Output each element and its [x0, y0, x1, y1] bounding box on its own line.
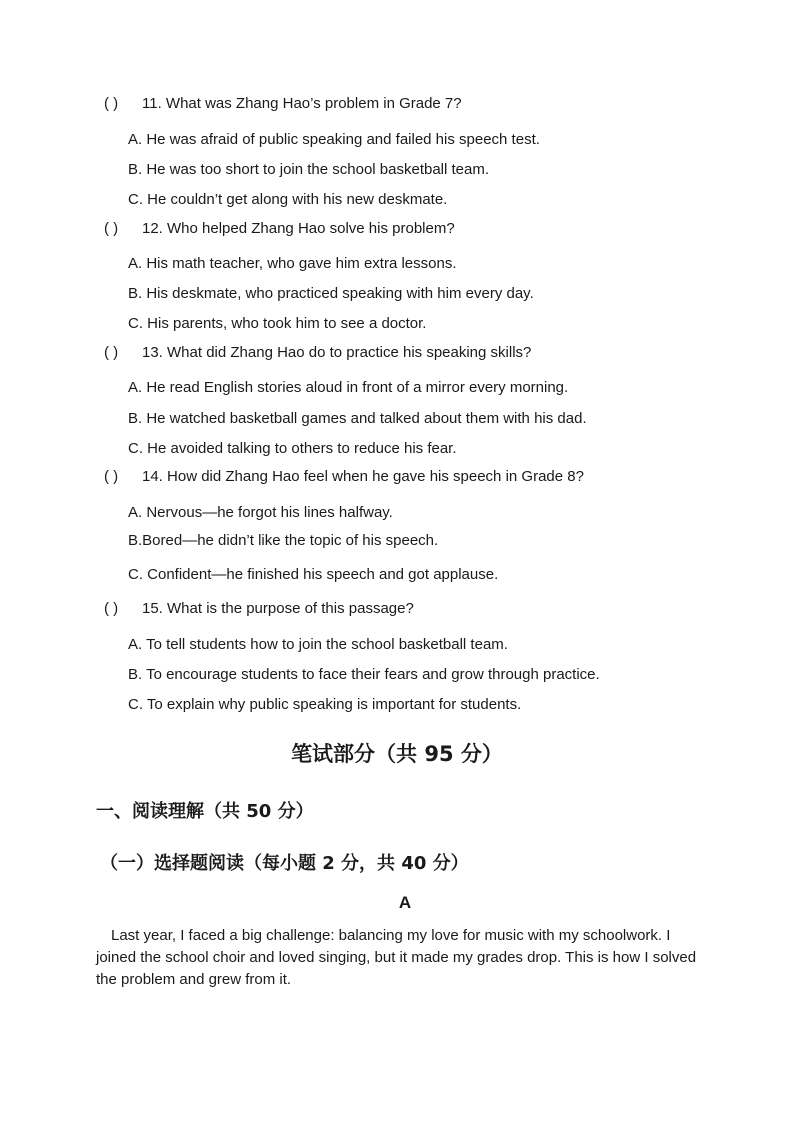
answer-blank[interactable]: ( ) [104, 344, 119, 361]
part-heading: 一、阅读理解（共 50 分） [96, 801, 314, 822]
option-13c: C. He avoided talking to others to reduce his fear. [128, 440, 457, 457]
answer-blank[interactable]: ( ) [104, 600, 119, 617]
option-15c: C. To explain why public speaking is important for students. [128, 696, 522, 713]
question-text: 13. What did Zhang Hao do to practice his speaking skills? [142, 344, 532, 361]
answer-blank[interactable]: ( ) [104, 95, 119, 112]
passage-body [96, 925, 706, 991]
option-14a: A. Nervous—he forgot his lines halfway. [128, 504, 393, 521]
option-15a: A. To tell students how to join the school basketball team. [128, 636, 508, 653]
question-14 [104, 468, 584, 485]
option-12c: C. His parents, who took him to see a doctor. [128, 315, 427, 332]
answer-blank[interactable]: ( ) [104, 220, 119, 237]
option-11b: B. He was too short to join the school basketball team. [128, 161, 490, 178]
option-13b: B. He watched basketball games and talked about them with his dad. [128, 410, 587, 427]
option-11a: A. He was afraid of public speaking and failed his speech test. [128, 131, 540, 148]
sub-heading: （一）选择题阅读（每小题 2 分，共 40 分） [100, 853, 469, 874]
option-14b: B.Bored—he didn’t like the topic of his speech. [128, 532, 439, 549]
question-11 [104, 95, 462, 112]
section-title: 笔试部分（共 95 分） [291, 742, 503, 766]
question-text: 11. What was Zhang Hao’s problem in Grade 7? [142, 95, 462, 112]
question-15 [104, 600, 414, 617]
option-12b: B. His deskmate, who practiced speaking with him every day. [128, 285, 534, 302]
option-13a: A. He read English stories aloud in front of a mirror every morning. [128, 379, 569, 396]
option-14c: C. Confident—he finished his speech and got applause. [128, 566, 499, 583]
question-text: 14. How did Zhang Hao feel when he gave his speech in Grade 8? [142, 468, 584, 485]
question-13 [104, 344, 531, 361]
question-12 [104, 220, 455, 237]
question-text: 12. Who helped Zhang Hao solve his problem? [142, 220, 455, 237]
question-text: 15. What is the purpose of this passage? [142, 600, 414, 617]
answer-blank[interactable]: ( ) [104, 468, 119, 485]
option-12a: A. His math teacher, who gave him extra lessons. [128, 255, 457, 272]
passage-letter: A [398, 893, 412, 912]
option-15b: B. To encourage students to face their fears and grow through practice. [128, 666, 600, 683]
option-11c: C. He couldn’t get along with his new deskmate. [128, 191, 448, 208]
passage-paragraph: Last year, I faced a big challenge: balancing my love for music with my schoolwork. I joined the school choir and loved singing, but it made my grades drop. This is how I solved the problem and grew from it. [96, 927, 697, 988]
